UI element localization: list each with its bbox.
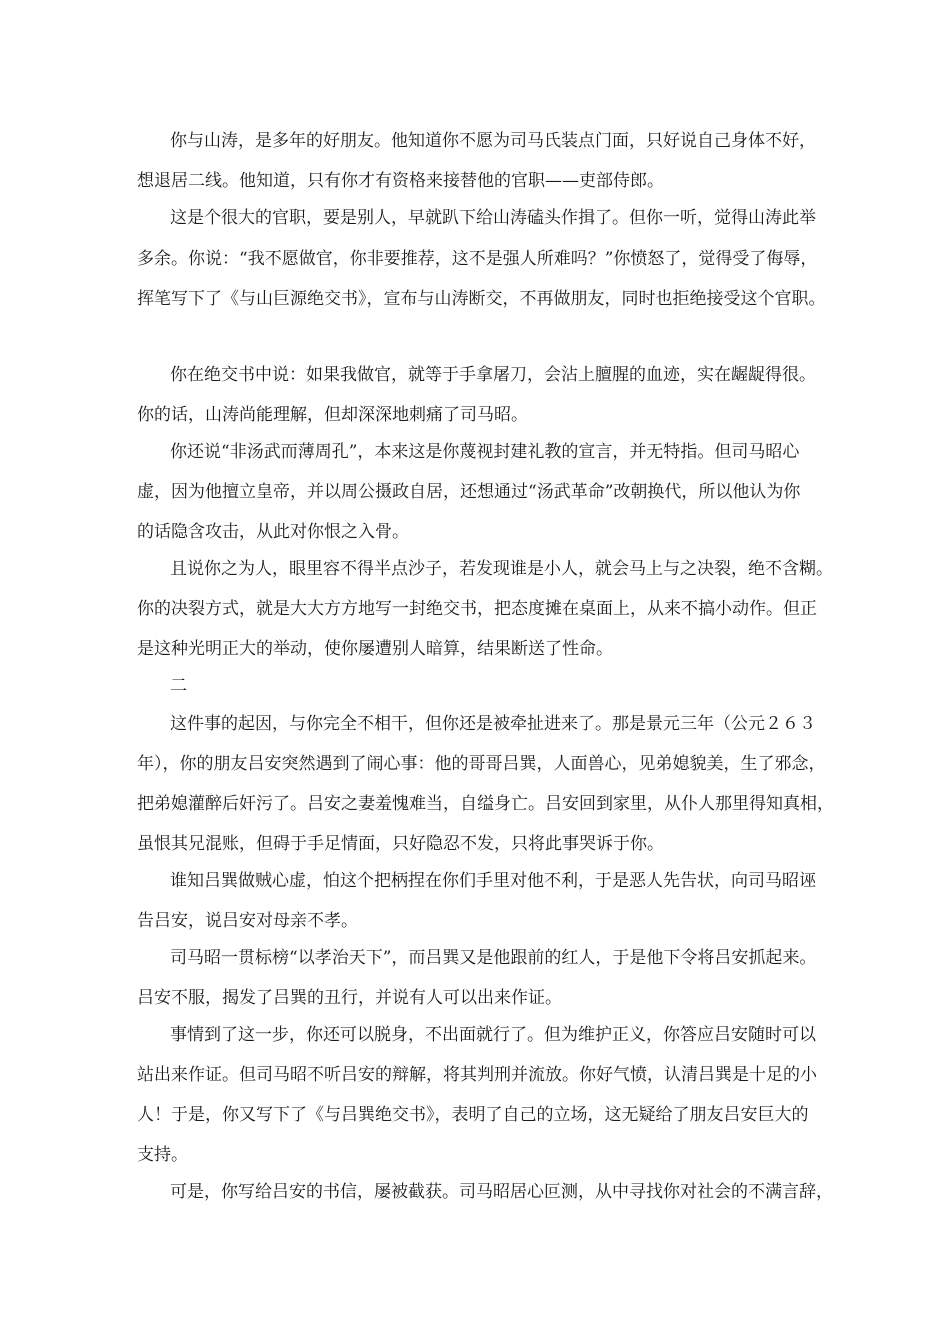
text-line: 告吕安，说吕安对母亲不孝。 (137, 911, 358, 931)
text-line: 吕安不服，揭发了吕巽的丑行，并说有人可以出来作证。 (137, 988, 562, 1008)
text-line: 可是，你写给吕安的书信，屡被截获。司马昭居心叵测，从中寻找你对社会的不满言辞， (170, 1182, 833, 1202)
text-line: 虽恨其兄混账，但碍于手足情面，只好隐忍不发，只将此事哭诉于你。 (137, 834, 664, 854)
text-line: 人！于是，你又写下了《与吕巽绝交书》，表明了自己的立场，这无疑给了朋友吕安巨大的 (137, 1105, 809, 1125)
text-line: 支持。 (137, 1145, 188, 1165)
text-line: 的话隐含攻击，从此对你恨之入骨。 (137, 522, 409, 542)
text-line: 你还说“非汤武而薄周孔”，本来这是你蔑视封建礼教的宣言，并无特指。但司马昭心 (170, 442, 800, 462)
text-line: 这是个很大的官职，要是别人，早就趴下给山涛磕头作揖了。但你一听，觉得山涛此举 (170, 208, 816, 228)
text-line: 虚，因为他擅立皇帝，并以周公摄政自居，还想通过“汤武革命”改朝换代，所以他认为你 (137, 482, 801, 502)
text-line: 事情到了这一步，你还可以脱身，不出面就行了。但为维护正义，你答应吕安随时可以 (170, 1025, 816, 1045)
text-line: 司马昭一贯标榜“以孝治天下”，而吕巽又是他跟前的红人，于是他下令将吕安抓起来。 (170, 948, 817, 968)
text-line: 站出来作证。但司马昭不听吕安的辩解，将其判刑并流放。你好气愤，认清吕巽是十足的小 (137, 1065, 817, 1085)
text-line: 你与山涛，是多年的好朋友。他知道你不愿为司马氏装点门面，只好说自己身体不好， (170, 131, 816, 151)
text-line: 是这种光明正大的举动，使你屡遭别人暗算，结果断送了性命。 (137, 639, 613, 659)
section-number: 二 (170, 676, 187, 696)
text-line: 把弟媳灌醉后奸污了。吕安之妻羞愧难当，自缢身亡。吕安回到家里，从仆人那里得知真相， (137, 794, 834, 814)
text-line: 你的决裂方式，就是大大方方地写一封绝交书，把态度摊在桌面上，从来不搞小动作。但正 (137, 599, 817, 619)
text-line: 年），你的朋友吕安突然遇到了闹心事：他的哥哥吕巽，人面兽心，见弟媳貌美，生了邪念， (137, 754, 826, 774)
text-line: 这件事的起因，与你完全不相干，但你还是被牵扯进来了。那是景元三年（公元２６３ (170, 714, 816, 734)
text-line: 谁知吕巽做贼心虚，怕这个把柄捏在你们手里对他不利，于是恶人先告状，向司马昭诬 (170, 871, 816, 891)
text-line: 且说你之为人，眼里容不得半点沙子，若发现谁是小人，就会马上与之决裂，绝不含糊。 (170, 559, 833, 579)
text-line: 多余。你说：“我不愿做官，你非要推荐，这不是强人所难吗？”你愤怒了，觉得受了侮辱， (137, 249, 818, 269)
text-line: 你的话，山涛尚能理解，但却深深地刺痛了司马昭。 (137, 405, 528, 425)
text-line: 挥笔写下了《与山巨源绝交书》，宣布与山涛断交，不再做朋友，同时也拒绝接受这个官职。 (137, 289, 826, 309)
text-line: 你在绝交书中说：如果我做官，就等于手拿屠刀，会沾上膻腥的血迹，实在龌龊得很。 (170, 365, 816, 385)
text-line: 想退居二线。他知道，只有你才有资格来接替他的官职——吏部侍郎。 (137, 171, 664, 191)
